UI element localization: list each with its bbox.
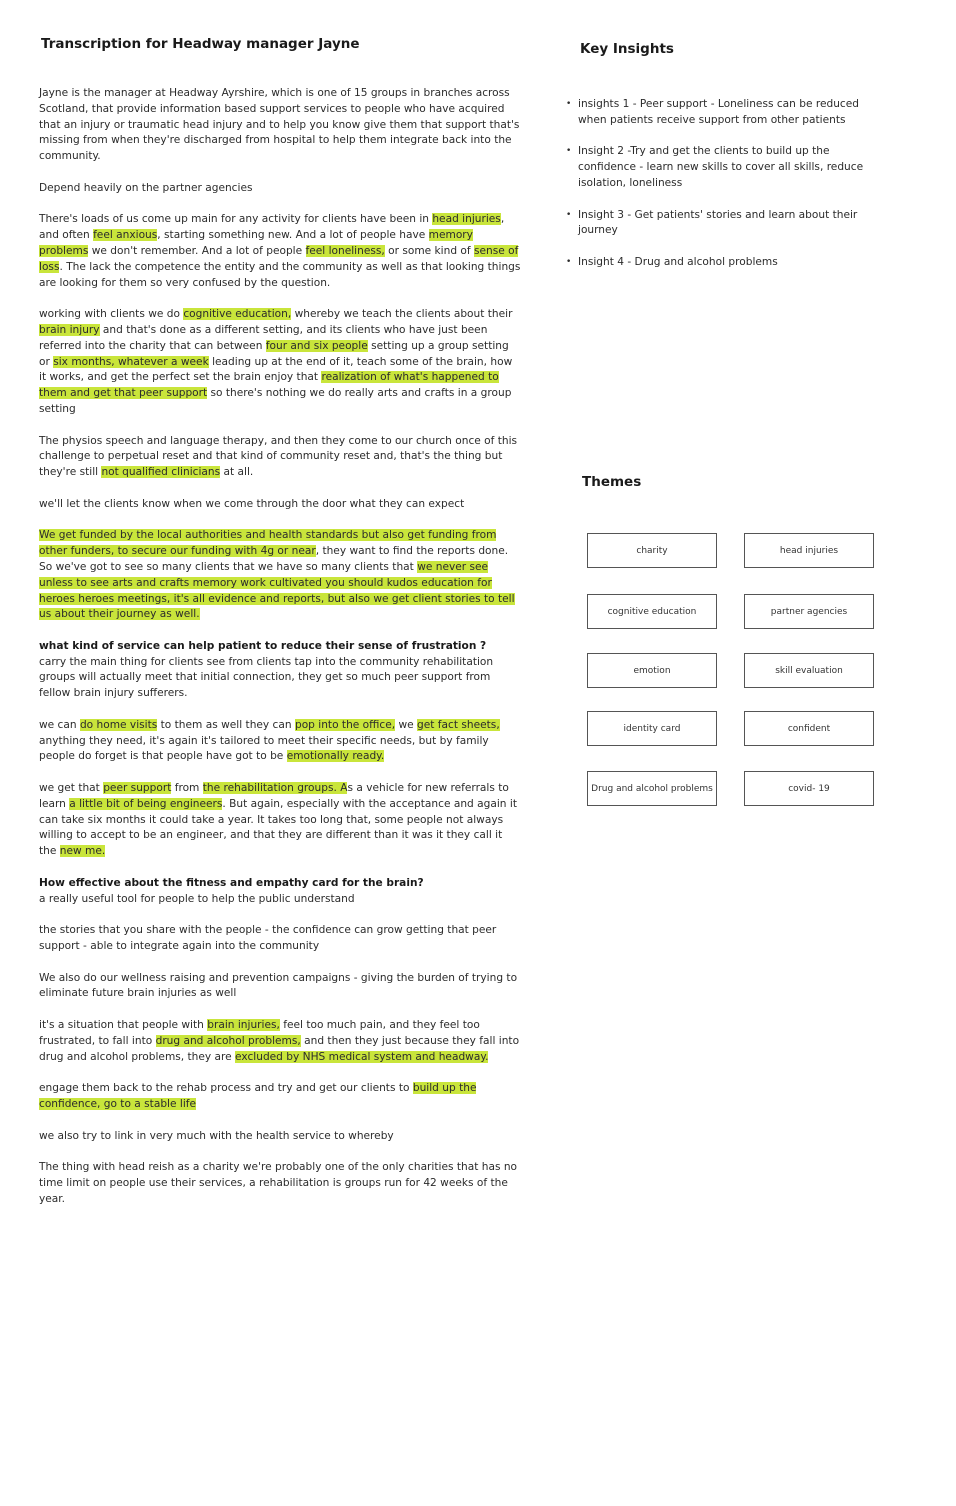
question-heading: what kind of service can help patient to reduce their sense of frustration ? xyxy=(39,639,487,652)
highlight: brain injury xyxy=(39,323,100,336)
insight-item: • Insight 4 - Drug and alcohol problems xyxy=(566,255,886,271)
transcript-paragraph xyxy=(39,434,521,481)
text-span: or some kind of xyxy=(384,244,475,257)
transcript-paragraph: a really useful tool for people to help the public understand xyxy=(39,892,355,905)
text-span: and then they just because they fall into drug and alcohol problems, they are xyxy=(39,1034,520,1063)
transcript-paragraph: We also do our wellness raising and prevention campaigns - giving the burden of trying to eliminate future brain injuries as well xyxy=(39,971,518,1000)
highlight: not qualified clinicians xyxy=(101,466,221,479)
text-span: . The lack the competence the entity and the community as well as that looking things are looking for them so very confused by the question. xyxy=(39,260,521,289)
key-insights-title: Key Insights xyxy=(580,41,674,57)
text-span: , they want to find the reports done. So we've got to see so many clients that we have so many clients that xyxy=(39,545,509,573)
transcript-title: Transcription for Headway manager Jayne xyxy=(41,36,360,52)
text-span: from xyxy=(171,782,203,795)
text-span: we don't remember. And a lot of people xyxy=(88,244,306,257)
text-span: at all. xyxy=(220,466,254,479)
question-heading: How effective about the fitness and empathy card for the brain? xyxy=(39,876,424,889)
text-span: whereby we teach the clients about their xyxy=(291,308,513,321)
text-span: The physios speech and language therapy, and then they come to our church once of this challenge to perpetual reset and that kind of community reset and, that's the thing but they're still xyxy=(39,434,518,479)
insight-item: • Insight 2 -Try and get the clients to build up the confidence - learn new skills to cover all skills, reduce isolation, loneliness xyxy=(566,144,886,191)
transcript-paragraph: Depend heavily on the partner agencies xyxy=(39,181,253,194)
text-span: we can xyxy=(39,718,80,731)
highlight: sense of loss xyxy=(39,244,519,273)
text-span: to them as well they can xyxy=(157,718,295,731)
transcript-paragraph: carry the main thing for clients see from clients tap into the community rehabilitation groups will actually meet that initial connection, they get so much peer support from fellow brain injury sufferers. xyxy=(39,655,494,700)
highlight: get fact sheets, xyxy=(417,718,500,731)
insights-list xyxy=(566,97,886,287)
transcript-paragraph xyxy=(39,781,521,860)
theme-card-covid-19[interactable]: covid- 19 xyxy=(744,771,874,806)
text-span: , starting something new. And a lot of people have xyxy=(157,229,429,242)
highlight: four and six people xyxy=(265,339,368,352)
highlight: six months, whatever a week xyxy=(53,355,209,368)
highlight: realization of what's happened to them and get that peer support xyxy=(39,371,499,400)
transcript-paragraph xyxy=(39,212,521,291)
text-span: feel too much pain, and they feel too frustrated, to fall into xyxy=(39,1019,480,1047)
text-span: . But again, especially with the acceptance and again it can take six months it could take a year. It takes too long that, some people not always willing to accept to be an engineer, and that they are different than it was it they call it the xyxy=(39,797,517,858)
text-span: s a vehicle for new referrals to learn xyxy=(39,782,509,810)
transcript-paragraph: we'll let the clients know when we come through the door what they can expect xyxy=(39,497,465,510)
text-span: setting up a group setting or xyxy=(39,339,509,368)
text-span: leading up at the end of it, teach some of the brain, how it works, and get the perfect set the brain enjoy that xyxy=(39,355,513,384)
theme-card-drug-and-alcohol[interactable]: Drug and alcohol problems xyxy=(587,771,717,806)
theme-card-head-injuries[interactable]: head injuries xyxy=(744,533,874,568)
theme-card-cognitive-education[interactable]: cognitive education xyxy=(587,594,717,629)
theme-card-identity-card[interactable]: identity card xyxy=(587,711,717,746)
highlight: the rehabilitation groups. A xyxy=(202,782,348,795)
text-span: it's a situation that people with xyxy=(39,1019,208,1032)
text-span: and that's done as a different setting, and its clients who have just been referred into the charity that can between xyxy=(39,323,488,352)
highlight: brain injuries, xyxy=(207,1019,280,1032)
theme-card-partner-agencies[interactable]: partner agencies xyxy=(744,594,874,629)
highlight: head injuries xyxy=(432,213,501,226)
transcript-paragraph xyxy=(39,1081,521,1113)
text-span: engage them back to the rehab process and try and get our clients to xyxy=(39,1082,413,1095)
transcript-paragraph: we also try to link in very much with the health service to whereby xyxy=(39,1129,394,1142)
highlight: feel anxious xyxy=(93,229,158,242)
transcript-paragraph xyxy=(39,528,521,623)
theme-card-emotion[interactable]: emotion xyxy=(587,653,717,688)
themes-title: Themes xyxy=(582,474,642,490)
highlight: memory problems xyxy=(39,229,473,257)
highlight: feel loneliness, xyxy=(305,244,385,257)
text-span: There's loads of us come up main for any activity for clients have been in xyxy=(39,213,433,226)
highlight: cognitive education, xyxy=(183,308,292,321)
insight-item: • Insight 3 - Get patients' stories and learn about their journey xyxy=(566,208,886,240)
highlight: drug and alcohol problems, xyxy=(155,1034,301,1047)
text-span: anything they need, it's again it's tailored to meet their specific needs, but by family people do forget is that people have got to be xyxy=(39,734,489,763)
transcript-paragraph: the stories that you share with the people - the confidence can grow getting that peer support - able to integrate again into the community xyxy=(39,924,497,953)
text-span: we get that xyxy=(39,782,104,795)
theme-card-charity[interactable]: charity xyxy=(587,533,717,568)
highlight: do home visits xyxy=(79,718,158,731)
transcript-paragraph xyxy=(39,718,521,765)
highlight: a little bit of being engineers xyxy=(69,797,223,810)
transcript-paragraph: Jayne is the manager at Headway Ayrshire, which is one of 15 groups in branches across Scotland, that provide information based support services to people who have acquired that an injury or traumatic head injury and to help you know give them that support that's missing from when they're discharged from hospital to help them integrate back into the community. xyxy=(39,87,520,163)
highlight: build up the confidence, go to a stable life xyxy=(39,1082,477,1110)
text-span: so there's nothing we do really arts and crafts in a group setting xyxy=(39,387,512,415)
text-span: we xyxy=(395,718,418,731)
highlight: peer support xyxy=(103,782,172,795)
highlight: new me. xyxy=(59,845,106,858)
highlight: emotionally ready. xyxy=(286,750,385,763)
transcript-paragraph xyxy=(39,1018,521,1065)
transcript-paragraph: The thing with head reish as a charity we're probably one of the only charities that has no time limit on people use their services, a rehabilitation is groups run for 42 weeks of the year. xyxy=(39,1161,518,1205)
highlight: We get funded by the local authorities and health standards but also get funding from other funders, to secure our funding with 4g or near xyxy=(39,529,497,558)
text-span: , and often xyxy=(39,213,505,242)
transcript-body xyxy=(39,86,521,1223)
theme-card-confident[interactable]: confident xyxy=(744,711,874,746)
text-span: working with clients we do xyxy=(39,308,184,321)
highlight: excluded by NHS medical system and headway. xyxy=(235,1050,489,1063)
highlight: we never see unless to see arts and crafts memory work cultivated you should kudos education for heroes heroes meetings, it's all evidence and reports, but also we get client stories to tell us about their journey as well. xyxy=(39,560,515,621)
highlight: pop into the office, xyxy=(294,718,396,731)
insight-item: • insights 1 - Peer support - Loneliness can be reduced when patients receive support from other patients xyxy=(566,97,886,129)
theme-card-skill-evaluation[interactable]: skill evaluation xyxy=(744,653,874,688)
transcript-paragraph xyxy=(39,307,521,418)
